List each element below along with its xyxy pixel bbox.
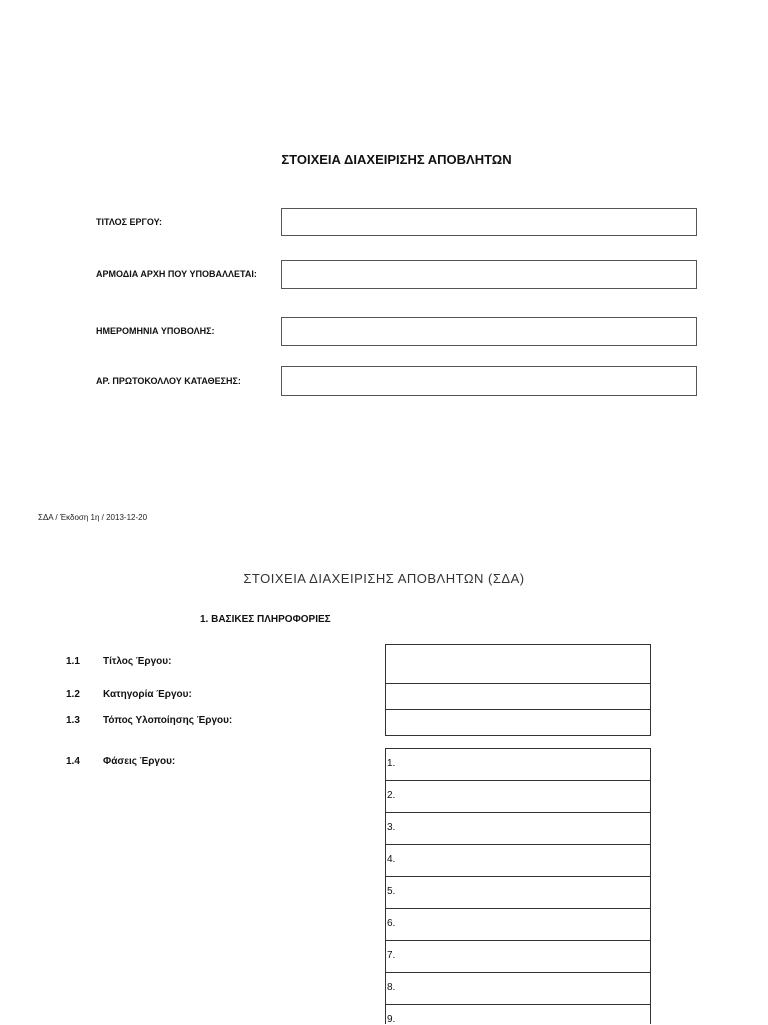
page2-title: ΣΤΟΙΧΕΙΑ ΔΙΑΧΕΙΡΙΣΗΣ ΑΠΟΒΛΗΤΩΝ (ΣΔΑ)	[243, 571, 525, 586]
item-number: 1.1	[66, 656, 80, 667]
label-authority: ΑΡΜΟΔΙΑ ΑΡΧΗ ΠΟΥ ΥΠΟΒΑΛΛΕΤΑΙ:	[96, 269, 257, 279]
project-title-field[interactable]	[281, 208, 697, 236]
project-title-box[interactable]	[385, 644, 651, 684]
phase-row[interactable]: 7.	[385, 940, 651, 973]
submission-date-field[interactable]	[281, 317, 697, 346]
page-footer: ΣΔΑ / Έκδοση 1η / 2013-12-20	[38, 513, 148, 522]
item-label-title: Τίτλος Έργου:	[103, 656, 172, 667]
phase-row[interactable]: 5.	[385, 876, 651, 909]
label-submission-date: ΗΜΕΡΟΜΗΝΙΑ ΥΠΟΒΟΛΗΣ:	[96, 326, 215, 336]
phase-row[interactable]: 9.	[385, 1004, 651, 1024]
phase-row[interactable]: 4.	[385, 844, 651, 877]
authority-field[interactable]	[281, 260, 697, 289]
protocol-number-field[interactable]	[281, 366, 697, 396]
phase-row[interactable]: 2.	[385, 780, 651, 813]
item-number: 1.4	[66, 756, 80, 767]
item-number: 1.3	[66, 715, 80, 726]
project-location-box[interactable]	[385, 709, 651, 736]
item-label-category: Κατηγορία Έργου:	[103, 689, 192, 700]
phase-row[interactable]: 1.	[385, 748, 651, 781]
project-category-box[interactable]	[385, 683, 651, 710]
phase-row[interactable]: 3.	[385, 812, 651, 845]
item-label-phases: Φάσεις Έργου:	[103, 756, 176, 767]
label-project-title: ΤΙΤΛΟΣ ΕΡΓΟΥ:	[96, 217, 162, 227]
item-number: 1.2	[66, 689, 80, 700]
item-label-location: Τόπος Υλοποίησης Έργου:	[103, 715, 233, 726]
page1-title: ΣΤΟΙΧΕΙΑ ΔΙΑΧΕΙΡΙΣΗΣ ΑΠΟΒΛΗΤΩΝ	[281, 152, 512, 167]
phase-row[interactable]: 6.	[385, 908, 651, 941]
phase-row[interactable]: 8.	[385, 972, 651, 1005]
label-protocol-number: ΑΡ. ΠΡΩΤΟΚΟΛΛΟΥ ΚΑΤΑΘΕΣΗΣ:	[96, 376, 241, 386]
section-heading: 1. ΒΑΣΙΚΕΣ ΠΛΗΡΟΦΟΡΙΕΣ	[200, 614, 331, 625]
